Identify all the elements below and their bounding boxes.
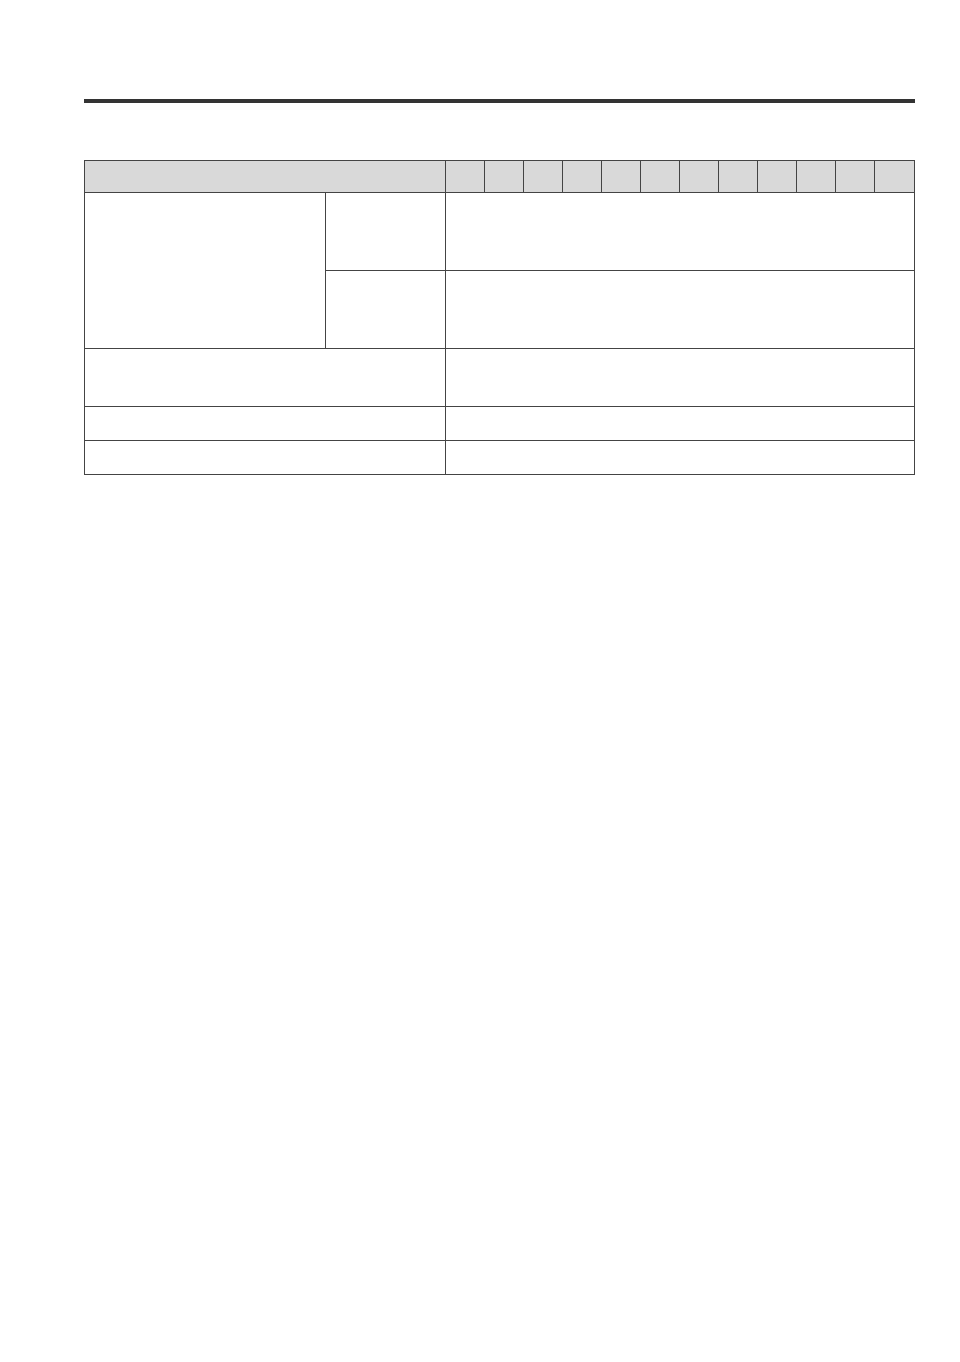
row-label xyxy=(85,193,326,349)
region-label xyxy=(326,193,446,271)
interval-text xyxy=(446,271,915,349)
col-header-interval xyxy=(836,161,875,193)
table-row-transfer xyxy=(85,441,915,475)
col-header-interval xyxy=(446,161,485,193)
col-header-interval xyxy=(875,161,915,193)
row-label xyxy=(85,349,446,407)
row-label xyxy=(85,407,446,441)
note-ref xyxy=(446,407,915,441)
interval-text xyxy=(446,349,915,407)
header-rule xyxy=(84,99,915,103)
col-header-interval xyxy=(485,161,524,193)
col-header-interval xyxy=(797,161,836,193)
note-ref xyxy=(446,441,915,475)
col-header-interval xyxy=(524,161,563,193)
col-header-interval xyxy=(602,161,641,193)
col-header-interval xyxy=(758,161,797,193)
table-row-fuel-filter-a xyxy=(85,193,915,271)
col-header-interval xyxy=(719,161,758,193)
table-row-coolant xyxy=(85,349,915,407)
col-header-interval xyxy=(563,161,602,193)
table-row-rear-diff xyxy=(85,407,915,441)
symbol-item xyxy=(84,887,89,904)
col-header-interval xyxy=(641,161,680,193)
row-label xyxy=(85,441,446,475)
table-header-row xyxy=(85,161,915,193)
maintenance-table xyxy=(84,160,915,475)
symbol-item xyxy=(84,911,89,928)
region-label xyxy=(326,271,446,349)
col-header-item xyxy=(85,161,446,193)
symbol-item xyxy=(84,935,89,952)
col-header-interval xyxy=(680,161,719,193)
interval-text xyxy=(446,193,915,271)
